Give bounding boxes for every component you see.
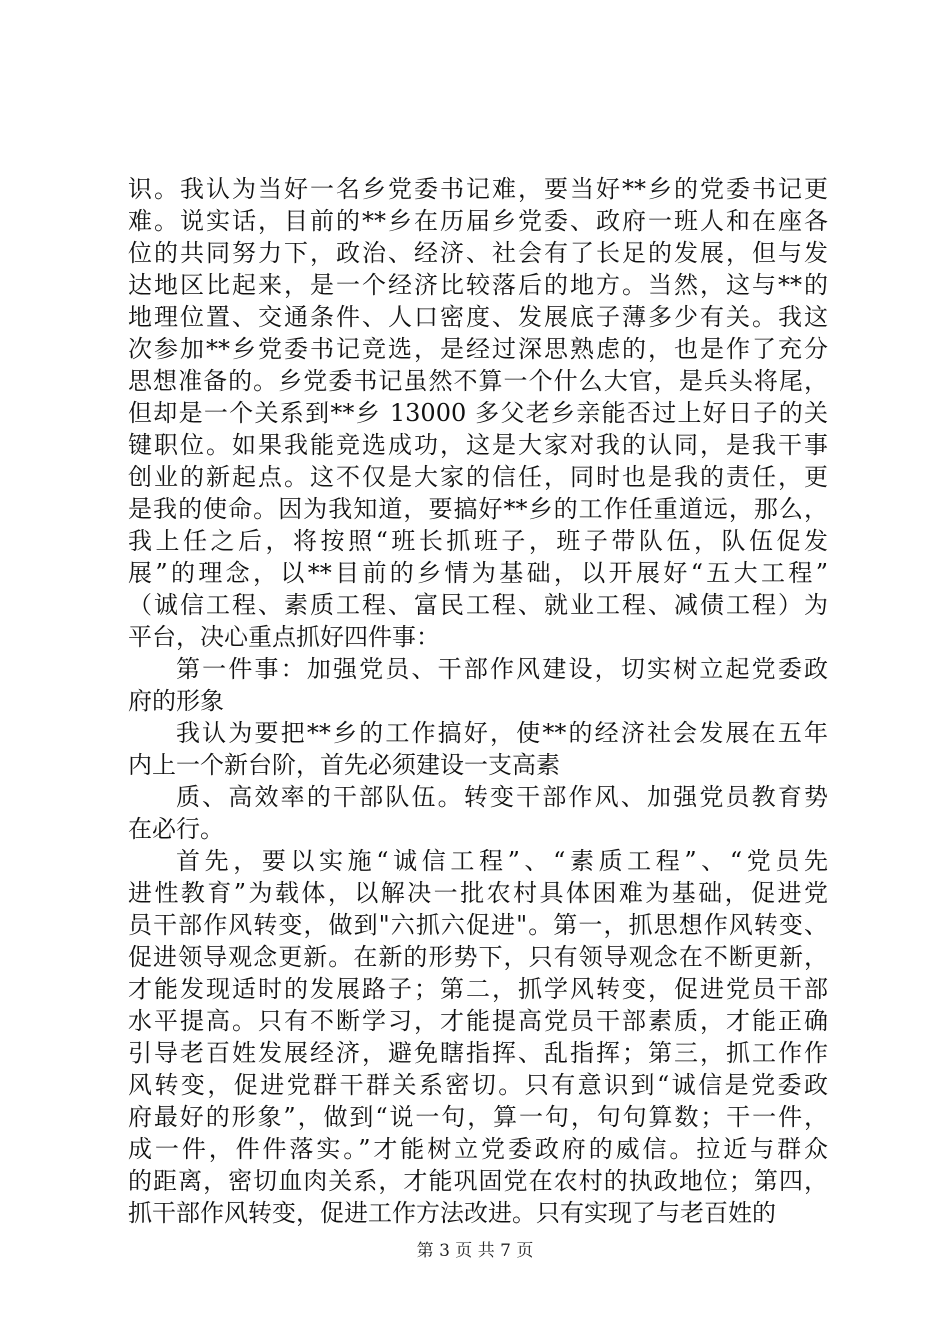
text-line: 才能发现适时的发展路子；第二，抓学风转变，促进党员干部 — [128, 975, 828, 1003]
paragraph — [128, 653, 828, 717]
text-line: 是我的使命。因为我知道，要搞好**乡的工作任重道远，那么， — [128, 495, 828, 523]
text-line: 第一件事：加强党员、干部作风建设，切实树立起党委政 — [176, 655, 828, 683]
text-line: 思想准备的。乡党委书记虽然不算一个什么大官，是兵头将尾， — [128, 367, 828, 395]
text-line: 水平提高。只有不断学习，才能提高党员干部素质，才能正确 — [128, 1007, 828, 1035]
paragraph — [128, 173, 828, 653]
paragraph — [128, 717, 828, 781]
paragraph — [128, 781, 828, 845]
text-line: 进性教育”为载体，以解决一批农村具体困难为基础，促进党 — [128, 879, 828, 907]
text-line: 府的形象 — [128, 687, 224, 715]
text-line: 但却是一个关系到**乡 13000 多父老乡亲能否过上好日子的关 — [128, 399, 828, 427]
text-line: 促进领导观念更新。在新的形势下，只有领导观念在不断更新， — [128, 943, 828, 971]
text-line: 内上一个新台阶，首先必须建设一支高素 — [128, 751, 560, 779]
text-line: 风转变，促进党群干群关系密切。只有意识到“诚信是党委政 — [128, 1071, 828, 1099]
page-footer: 第 3 页 共 7 页 — [416, 1241, 534, 1261]
text-line: 识。我认为当好一名乡党委书记难，要当好**乡的党委书记更 — [128, 175, 828, 203]
paragraph — [128, 845, 828, 1229]
text-line: 达地区比起来，是一个经济比较落后的地方。当然，这与**的 — [128, 271, 828, 299]
text-line: 地理位置、交通条件、人口密度、发展底子薄多少有关。我这 — [128, 303, 828, 331]
text-line: 府最好的形象”，做到“说一句，算一句，句句算数；干一件， — [128, 1103, 828, 1131]
text-line: 次参加**乡党委书记竞选，是经过深思熟虑的，也是作了充分 — [128, 335, 828, 363]
text-line: 首先，要以实施“诚信工程”、“素质工程”、“党员先 — [176, 847, 828, 875]
text-line: 在必行。 — [128, 815, 224, 843]
document-body — [128, 173, 828, 1229]
text-line: 创业的新起点。这不仅是大家的信任，同时也是我的责任，更 — [128, 463, 828, 491]
text-line: 的距离，密切血肉关系，才能巩固党在农村的执政地位；第四， — [128, 1167, 828, 1195]
text-line: 键职位。如果我能竞选成功，这是大家对我的认同，是我干事 — [128, 431, 828, 459]
text-line: 抓干部作风转变，促进工作方法改进。只有实现了与老百姓的 — [128, 1199, 776, 1227]
text-line: 我上任之后，将按照“班长抓班子，班子带队伍，队伍促发 — [128, 527, 828, 555]
text-line: 难。说实话，目前的**乡在历届乡党委、政府一班人和在座各 — [128, 207, 828, 235]
text-line: 展”的理念，以**目前的乡情为基础，以开展好“五大工程” — [128, 559, 828, 587]
text-line: 员干部作风转变，做到"六抓六促进"。第一，抓思想作风转变、 — [128, 911, 828, 939]
text-line: 我认为要把**乡的工作搞好，使**的经济社会发展在五年 — [176, 719, 828, 747]
text-line: 质、高效率的干部队伍。转变干部作风、加强党员教育势 — [176, 783, 828, 811]
text-line: 位的共同努力下，政治、经济、社会有了长足的发展，但与发 — [128, 239, 828, 267]
text-line: 成一件，件件落实。”才能树立党委政府的威信。拉近与群众 — [128, 1135, 828, 1163]
text-line: （诚信工程、素质工程、富民工程、就业工程、减债工程）为 — [128, 591, 828, 619]
text-line: 引导老百姓发展经济，避免瞎指挥、乱指挥；第三，抓工作作 — [128, 1039, 828, 1067]
text-line: 平台，决心重点抓好四件事： — [128, 623, 440, 651]
